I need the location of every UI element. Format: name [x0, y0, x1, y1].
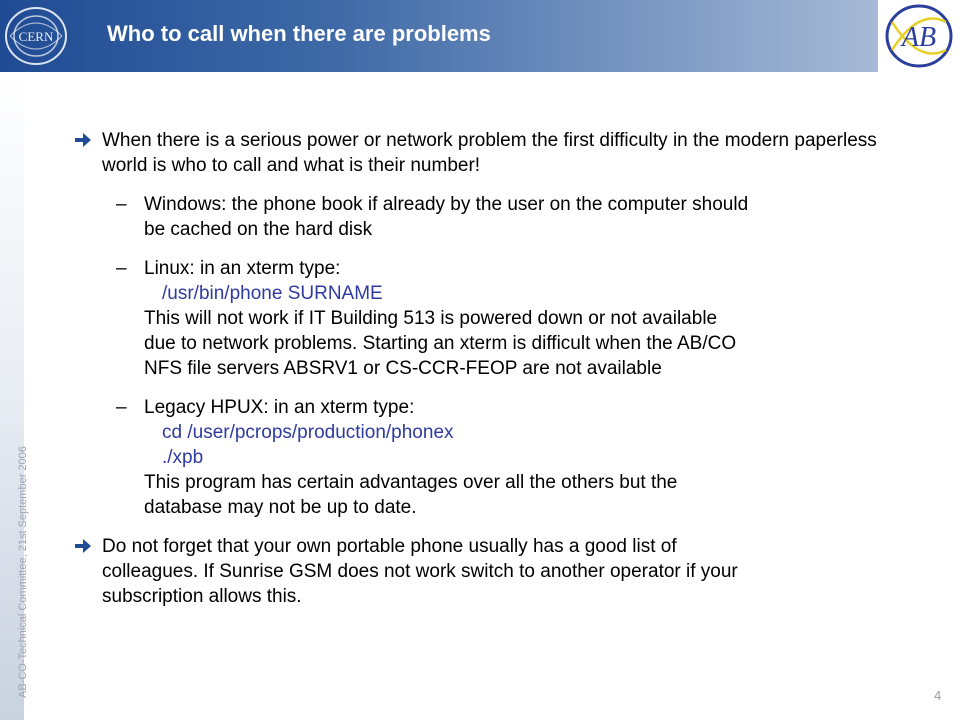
bullet-text-line: Do not forget that your own portable phone usually has a good list of	[102, 536, 677, 557]
sub-linux	[74, 256, 914, 381]
code-line: ./xpb	[162, 447, 204, 468]
slide-content	[74, 128, 914, 609]
sub-intro: Legacy HPUX: in an xterm type:	[144, 397, 415, 418]
arrow-right-icon	[74, 131, 92, 149]
sub-text-line: database may not be up to date.	[144, 497, 417, 518]
sub-hpux	[74, 395, 914, 520]
sub-text-line: This will not work if IT Building 513 is powered down or not available	[144, 308, 718, 329]
code-block	[144, 420, 914, 470]
footer-side-text: AB-CO-Technical Committee, 21st September 2006	[17, 446, 29, 698]
code-line: cd /user/pcrops/production/phonex	[162, 422, 454, 443]
arrow-right-icon	[74, 537, 92, 555]
dash-marker: –	[116, 397, 127, 418]
page-number: 4	[934, 688, 942, 703]
code-block	[144, 281, 914, 306]
sub-text-line: due to network problems. Starting an xterm is difficult when the AB/CO	[144, 333, 737, 354]
sub-intro: Linux: in an xterm type:	[144, 258, 341, 279]
cern-logo-text: CERN	[18, 29, 54, 44]
sub-text-line: Windows: the phone book if already by the user on the computer should	[144, 194, 749, 215]
bullet-text-line: subscription allows this.	[102, 586, 302, 607]
sub-text-line: be cached on the hard disk	[144, 219, 373, 240]
sub-text-line: This program has certain advantages over all the others but the	[144, 472, 678, 493]
cern-logo	[0, 0, 80, 72]
dash-marker: –	[116, 258, 127, 279]
sub-text-line: NFS file servers ABSRV1 or CS-CCR-FEOP are not available	[144, 358, 662, 379]
bullet-serious-problem	[74, 128, 914, 178]
bullet-text-line: colleagues. If Sunrise GSM does not work switch to another operator if your	[102, 561, 738, 582]
ab-logo-icon	[878, 0, 960, 72]
ab-logo	[878, 0, 960, 72]
code-line: /usr/bin/phone SURNAME	[162, 283, 383, 304]
bullet-portable-phone	[74, 534, 914, 609]
slide-header	[0, 0, 960, 72]
ab-logo-text: AB	[901, 22, 937, 53]
dash-marker: –	[116, 194, 127, 215]
sub-windows	[74, 192, 914, 242]
slide-title: Who to call when there are problems	[107, 21, 491, 46]
bullet-text: When there is a serious power or network problem the first difficulty in the modern paperless world is who to call and what is their number!	[102, 130, 877, 176]
